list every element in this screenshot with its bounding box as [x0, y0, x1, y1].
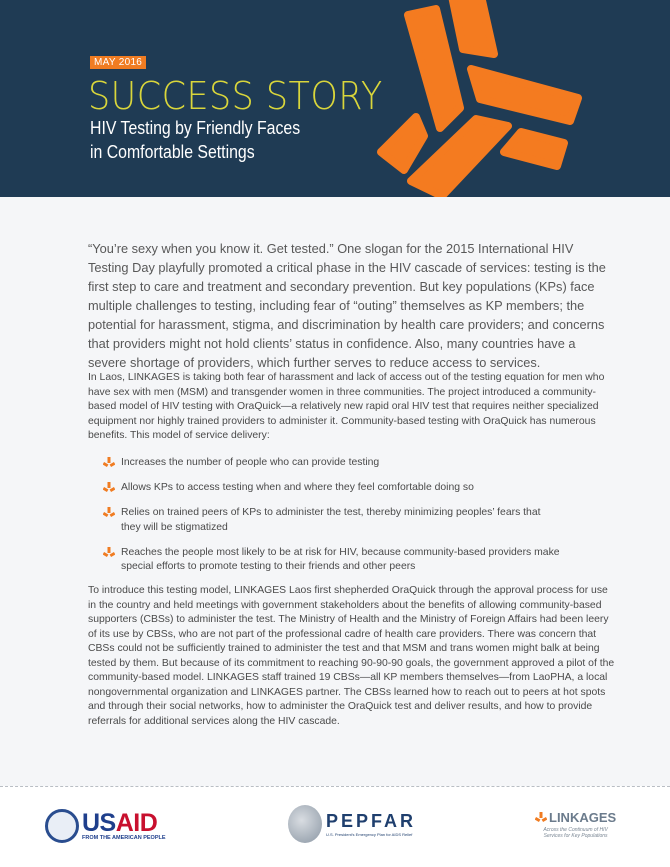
date-badge: MAY 2016 [90, 56, 146, 69]
list-item: Relies on trained peers of KPs to administer the test, thereby minimizing peoples’ fears that they will be stigmatized [103, 506, 563, 535]
linkages-bullet-icon [103, 547, 115, 559]
list-item: Allows KPs to access testing when and where they feel comfortable doing so [103, 481, 563, 496]
usaid-seal-icon [45, 809, 79, 843]
body-paragraph-2: In Laos, LINKAGES is taking both fear of harassment and lack of access out of the testing equation for men who have sex with men (MSM) and transgender women in three communities. The project introduced a community-based model of HIV testing with OraQuick—a relatively new rapid oral HIV test that requires neither specialized equipment nor highly trained providers to administer it. Community-based testing with OraQuick has numerous benefits. This model of service delivery: [88, 372, 605, 441]
footer-logos [0, 786, 670, 867]
list-item: Reaches the people most likely to be at risk for HIV, because community-based providers make special efforts to promote testing to their friends and other peers [103, 546, 563, 575]
body-paragraph-3: To introduce this testing model, LINKAGES Laos first shepherded OraQuick through the approval process for use in the country and held meetings with government stakeholders about the benefits of allowing community-based supporters (CBSs) to administer the test. The Ministry of Health and the Ministry of Foreign Affairs had been leery of its use by CBSs, who are not part of the professional cadre of health care providers. There was concern that CBSs could not be sufficiently trained to administer the test and that MSM and trans women might balk at being tested by them. But because of its commitment to reaching 90-90-90 goals, the government approved a pilot of the community-based model. LINKAGES staff trained 19 CBSs—all KP members themselves—from LaoPHA, a local nongovernmental organization and LINKAGES partner. The CBSs learned how to reach out to peers at hot spots and through their social networks, how to administer the OraQuick test and deliver results, and how to provide referrals for additional services along the HIV cascade. [88, 585, 615, 727]
linkages-mark-icon [535, 812, 547, 824]
subtitle-line-2: in Comfortable Settings [90, 142, 255, 162]
linkages-bullet-icon [103, 457, 115, 469]
pepfar-globe-icon [288, 805, 322, 843]
page-title: SUCCESS STORY [88, 74, 383, 118]
intro-paragraph: “You’re sexy when you know it. Get tested.” One slogan for the 2015 International HIV Testing Day playfully promoted a critical phase in the HIV cascade of services: testing is the first step to care and treatment and secondary prevention. But key populations (KPs) face multiple challenges to testing, including fear of “outing” themselves as KP members; the potential for harassment, stigma, and discrimination by health care providers; and concerns that providers might not hold clients’ status in confidence. Also, many countries have a severe shortage of providers, which further serves to reduce access to services. [88, 241, 606, 370]
linkages-logo: LINKAGES Across the Continuum of HIV Services for Key Populations [535, 810, 616, 839]
pepfar-logo: PEPFAR U.S. President's Emergency Plan for AIDS Relief [288, 805, 416, 843]
header-banner [0, 0, 670, 197]
linkages-bullet-icon [103, 507, 115, 519]
subtitle-line-1: HIV Testing by Friendly Faces [90, 118, 301, 138]
benefits-list [103, 456, 563, 585]
usaid-logo: USAID FROM THE AMERICAN PEOPLE [45, 809, 166, 843]
linkages-bullet-icon [103, 482, 115, 494]
list-item: Increases the number of people who can provide testing [103, 456, 563, 471]
